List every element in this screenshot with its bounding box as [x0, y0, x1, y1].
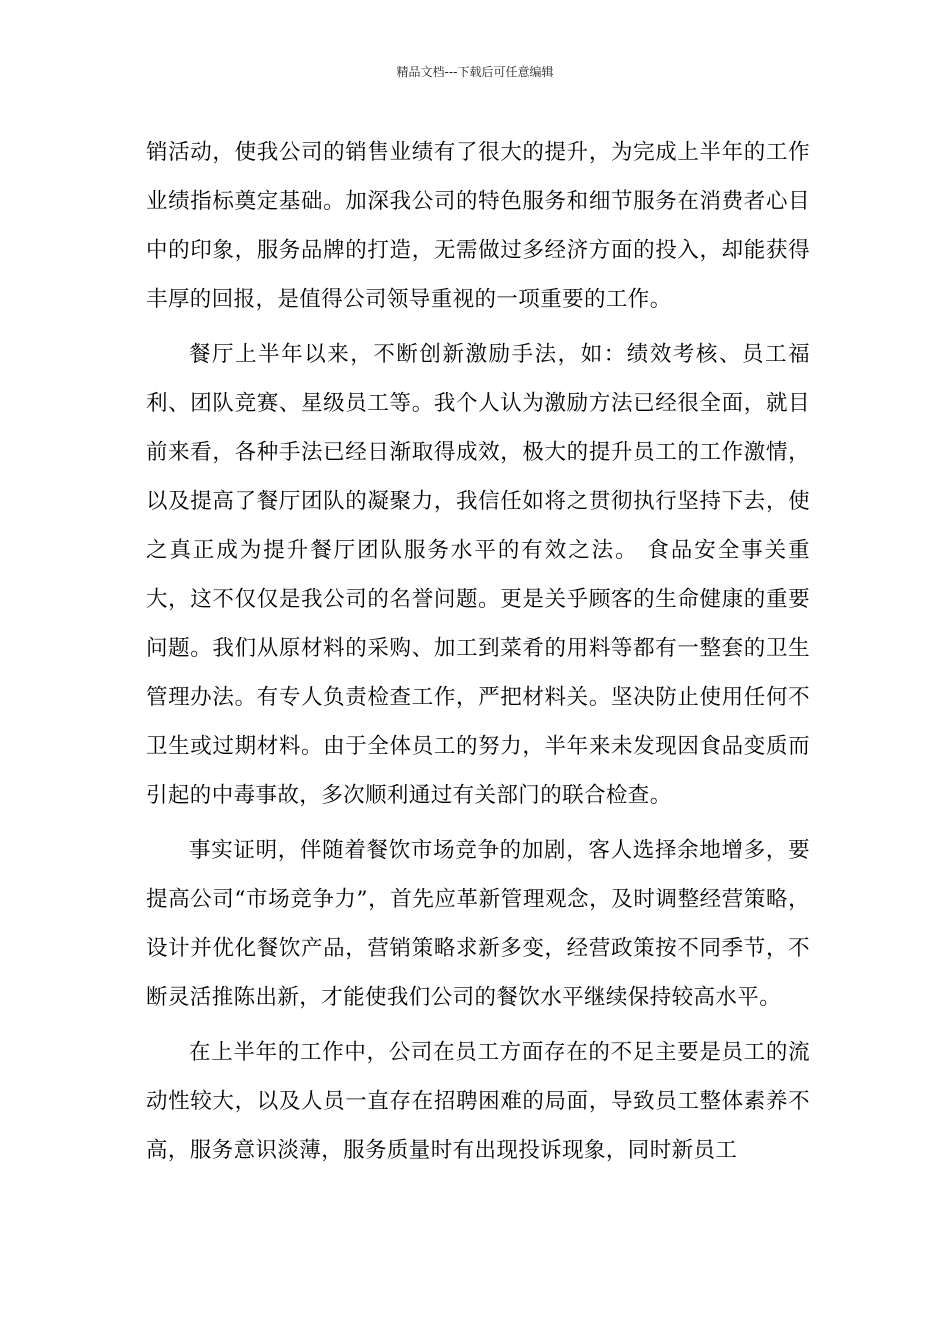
paragraph-2: 餐厅上半年以来，不断创新激励手法，如：绩效考核、员工福利、团队竞赛、星级员工等。我个人认为激励方法已经很全面，就目前来看，各种手法已经日渐取得成效，极大的提升员工的工作激情，以及提高了餐厅团队的凝聚力，我信任如将之贯彻执行坚持下去，使之真正成为提升餐厅团队服务水平的有效之法。 食品安全事关重大，这不仅仅是我公司的名誉问题。更是关乎顾客的生命健康的重要问题。我们从原材料的采购、加工到菜肴的用料等都有一整套的卫生管理办法。有专人负责检查工作，严把材料关。坚决防止使用任何不卫生或过期材料。由于全体员工的努力，半年来未发现因食品变质而引起的中毒事故，多次顺利通过有关部门的联合检查。 — [146, 342, 810, 808]
paragraph-1: 销活动，使我公司的销售业绩有了很大的提升，为完成上半年的工作业绩指标奠定基础。加深我公司的特色服务和细节服务在消费者心目中的印象，服务品牌的打造，无需做过多经济方面的投入，却能获得丰厚的回报，是值得公司领导重视的一项重要的工作。 — [146, 140, 810, 312]
document-body — [146, 128, 810, 1181]
paragraph-3: 事实证明，伴随着餐饮市场竞争的加剧，客人选择余地增多，要提高公司“市场竞争力”，首先应革新管理观念，及时调整经营策略，设计并优化餐饮产品，营销策略求新多变，经营政策按不同季节，不断灵活推陈出新，才能使我们公司的餐饮水平继续保持较高水平。 — [146, 838, 810, 1010]
page-header: 精品文档---下载后可任意编辑 — [396, 65, 554, 79]
paragraph-4: 在上半年的工作中，公司在员工方面存在的不足主要是员工的流动性较大，以及人员一直存在招聘困难的局面，导致员工整体素养不高，服务意识淡薄，服务质量时有出现投诉现象，同时新员工 — [146, 1040, 810, 1163]
